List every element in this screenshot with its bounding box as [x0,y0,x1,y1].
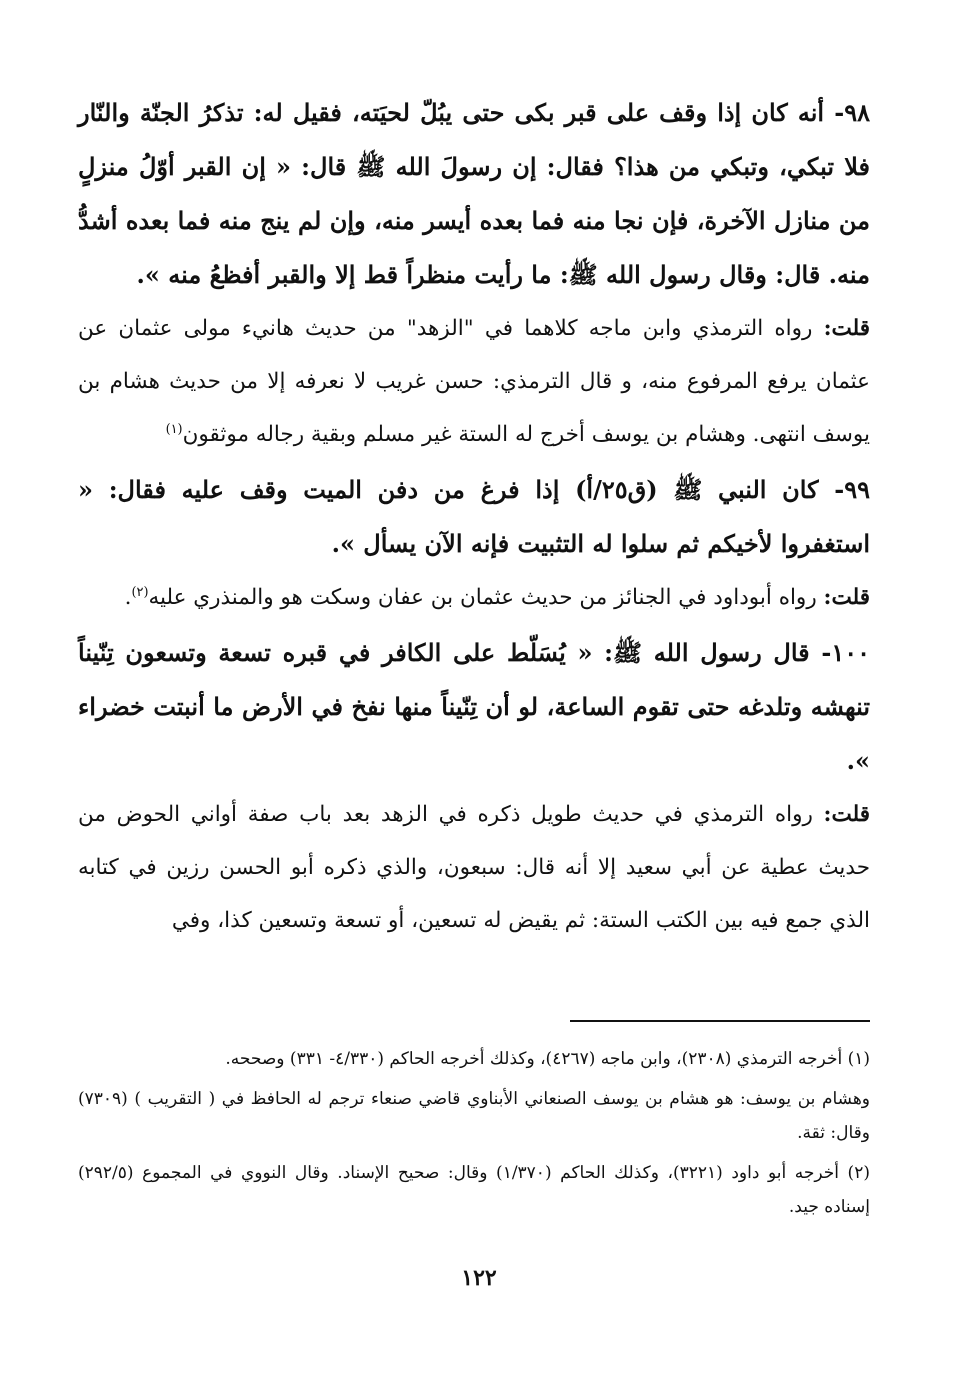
commentary-99 [78,571,870,624]
commentary-label: قلت: [823,316,871,341]
footnote-divider [570,1020,870,1022]
page-body [78,86,870,949]
commentary-tail: . [124,585,132,610]
hadith-number: ٩٨- [834,98,871,127]
page-number: ١٢٢ [461,1265,497,1291]
footnote-2: (٢) أخرجه أبو داود (٣٢٢١)، وكذلك الحاكم (١/٣٧٠) وقال: صحيح الإسناد. وقال النووي في المجموع (٢٩٢/٥) إسناده جيد. [78,1163,870,1217]
footnote-1: (١) أخرجه الترمذي (٢٣٠٨)، وابن ماجه (٤٢٦٧)، وكذلك أخرجه الحاكم (٤/٣٣٠- ٣٣١) وصححه. [225,1049,870,1069]
commentary-text: رواه الترمذي في حديث طويل ذكره في الزهد بعد باب صفة أواني الحوض من حديث عطية عن أبي سعيد إلا أنه قال: سبعون، والذي ذكره أبو الحسن رزين في كتابه الذي جمع فيه بين الكتب الستة: ثم يقيض له تسعين، أو تسعة وتسعين كذا، وفي [78,802,870,933]
commentary-label: قلت: [823,802,870,827]
footnotes [78,1020,870,1230]
commentary-text: رواه الترمذي وابن ماجه كلاهما في "الزهد" من حديث هانيء مولى عثمان عن عثمان يرفع المرفوع منه، و قال الترمذي: حسن غريب لا نعرفه إلا من حديث هشام بن يوسف انتهى. وهشام بن يوسف أخرج له الستة غير مسلم وبقية رجاله موثقون [78,316,870,447]
footnote-1-continuation: وهشام بن يوسف: هو هشام بن يوسف الصنعاني الأبناوي قاضي صنعاء ترجم له الحافظ في ( التقريب ) (٧٣٠٩) وقال: ثقة. [78,1089,870,1143]
hadith-99 [78,463,870,571]
hadith-98 [78,86,870,302]
footnote-ref: (٢) [131,584,149,600]
commentary-label: قلت: [823,585,870,610]
hadith-text: قال رسول الله ﷺ: « يُسَلّط على الكافر في قبره تسعة وتسعون تِنّيناً تنهشه وتلدغه حتى تقوم الساعة، لو أن تِنّيناً منها نفخ في الأرض ما أنبتت خضراء ». [78,638,870,775]
hadith-text: أنه كان إذا وقف على قبر بكى حتى يبُلّ لحيَته، فقيل له: تذكرُ الجنّة والنّار فلا تبكي، وتبكي من هذا؟ فقال: إن رسولَ الله ﷺ قال: « إن القبر أوّلُ منزلٍ من منازل الآخرة، فإن نجا منه فما بعده أيسر منه، وإن لم ينج منه فما بعده أشدُّ منه. قال: وقال رسول الله ﷺ: ما رأيت منظراً قط إلا والقبر أفظعُ منه ». [78,98,870,289]
commentary-98 [78,302,870,461]
hadith-number: ١٠٠- [821,638,870,667]
commentary-text: رواه أبوداود في الجنائز من حديث عثمان بن عفان وسكت هو والمنذري عليه [148,585,817,610]
footnote-ref: (١) [165,421,183,437]
hadith-text: كان النبي ﷺ (ق٢٥/أ) إذا فرغ من دفن الميت وقف عليه فقال: « استغفروا لأخيكم ثم سلوا له التثبيت فإنه الآن يسأل ». [78,475,870,558]
hadith-number: ٩٩- [834,475,870,504]
hadith-100 [78,626,870,788]
commentary-100 [78,788,870,947]
